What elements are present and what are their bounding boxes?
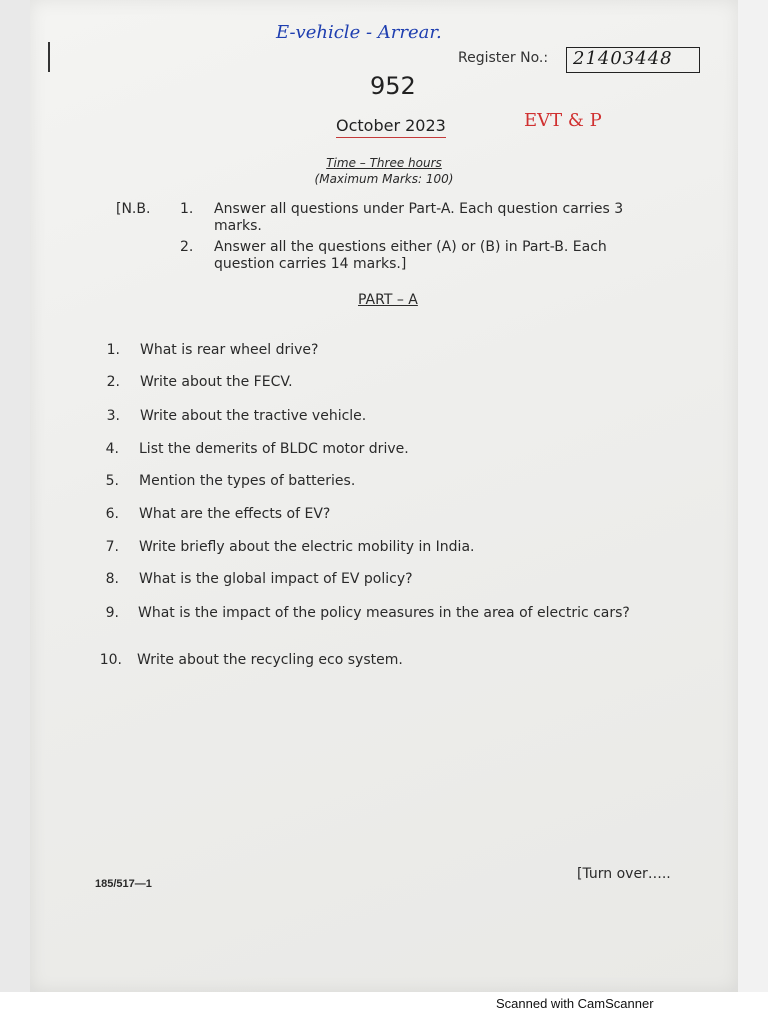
paper-code: 952 bbox=[370, 72, 416, 100]
turn-over-note: [Turn over….. bbox=[577, 866, 671, 882]
question-text: What is rear wheel drive? bbox=[140, 342, 319, 358]
question-number: 3. bbox=[106, 408, 120, 424]
question-text: Write about the FECV. bbox=[140, 374, 293, 390]
question-text: Write briefly about the electric mobility in India. bbox=[139, 539, 475, 555]
handwritten-note: EVT & P bbox=[524, 110, 602, 131]
footer-code: 185/517—1 bbox=[95, 878, 152, 890]
question-number: 6. bbox=[105, 506, 119, 522]
question-text: Write about the tractive vehicle. bbox=[140, 408, 367, 424]
question-text: List the demerits of BLDC motor drive. bbox=[139, 441, 409, 457]
handwritten-subject: E-vehicle - Arrear. bbox=[276, 22, 442, 43]
question-number: 4. bbox=[105, 441, 119, 457]
instruction-number: 1. bbox=[180, 201, 194, 217]
exam-paper bbox=[30, 0, 738, 992]
instruction-text: Answer all the questions either (A) or (B) in Part-B. Each question carries 14 marks.] bbox=[214, 239, 607, 272]
exam-time-text: Time – Three hours bbox=[326, 156, 442, 170]
question-text: Write about the recycling eco system. bbox=[137, 652, 403, 668]
question-text: What is the global impact of EV policy? bbox=[139, 571, 413, 587]
question-number: 2. bbox=[106, 374, 120, 390]
question-number: 8. bbox=[105, 571, 119, 587]
nb-prefix: [N.B. bbox=[116, 201, 151, 217]
register-label: Register No.: bbox=[458, 50, 549, 66]
question-number: 5. bbox=[105, 473, 119, 489]
question-text: What is the impact of the policy measures in the area of electric cars? bbox=[138, 605, 630, 621]
instruction-text: Answer all questions under Part-A. Each question carries 3 marks. bbox=[214, 201, 624, 234]
register-number: 21403448 bbox=[573, 48, 673, 69]
instruction-number: 2. bbox=[180, 239, 194, 255]
pen-mark bbox=[48, 42, 50, 72]
scanner-watermark: Scanned with CamScanner bbox=[496, 996, 654, 1011]
question-number: 9. bbox=[105, 605, 119, 621]
question-number: 7. bbox=[105, 539, 119, 555]
max-marks: (Maximum Marks: 100) bbox=[314, 172, 454, 186]
exam-time bbox=[0, 156, 768, 170]
question-text: What are the effects of EV? bbox=[139, 506, 331, 522]
question-number: 10. bbox=[99, 652, 122, 668]
scan-background-right bbox=[738, 0, 768, 995]
scan-background-left bbox=[0, 0, 30, 995]
question-text: Mention the types of batteries. bbox=[139, 473, 356, 489]
exam-date: October 2023 bbox=[336, 116, 446, 138]
part-a-heading: PART – A bbox=[358, 292, 418, 308]
question-number: 1. bbox=[106, 342, 120, 358]
